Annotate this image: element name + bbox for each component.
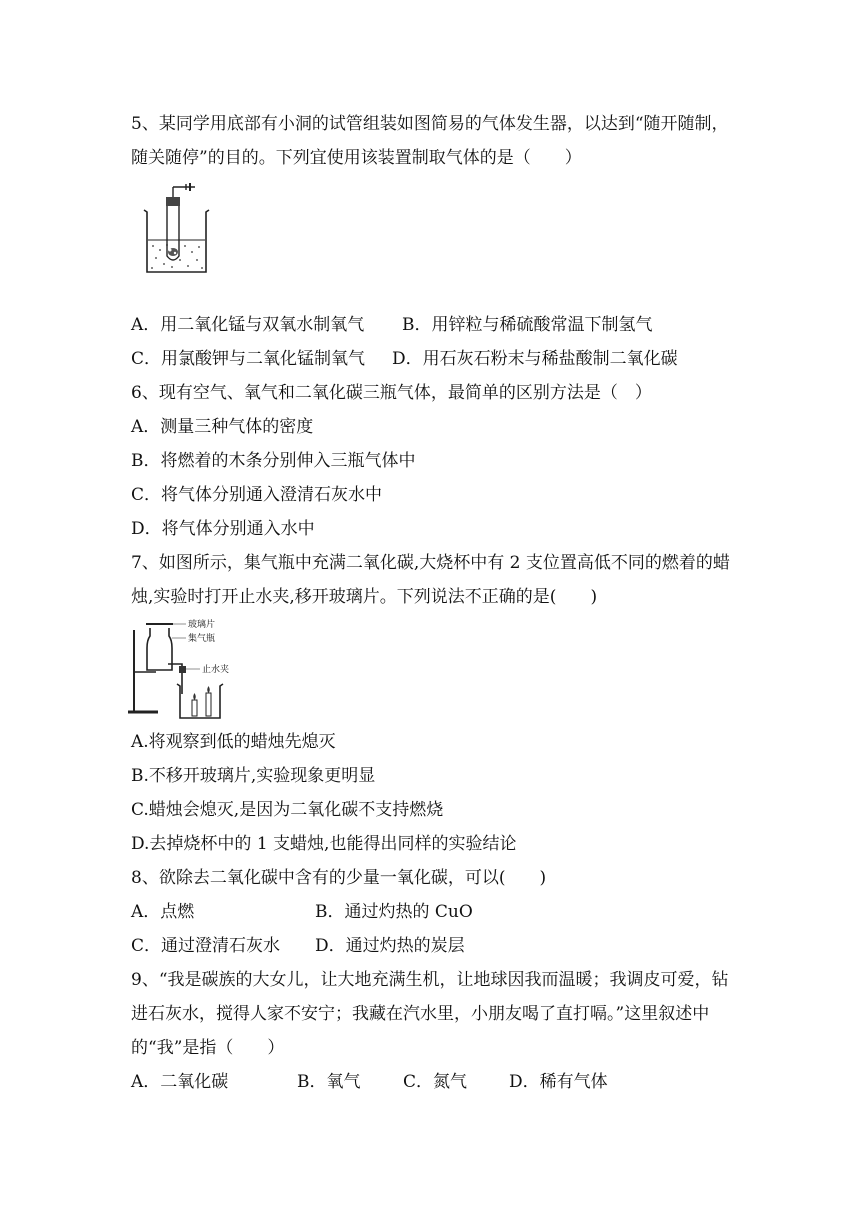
question-8-option-a: A．点燃	[131, 902, 195, 922]
question-6-option-a: A．测量三种气体的密度	[131, 417, 314, 437]
question-8-stem-line-1: 8、欲除去二氧化碳中含有的少量一氧化碳，可以( )	[131, 868, 547, 888]
gas-generator-figure	[140, 180, 218, 276]
question-5-option-b: B．用锌粒与稀硫酸常温下制氢气	[402, 315, 653, 335]
question-6-option-d: D．将气体分别通入水中	[131, 519, 315, 539]
question-5-option-d: D．用石灰石粉末与稀盐酸制二氧化碳	[392, 349, 678, 369]
question-9-option-b: B．氧气	[297, 1072, 361, 1092]
question-6-option-c: C．将气体分别通入澄清石灰水中	[131, 485, 383, 505]
question-9-stem-line-3: 的“我”是指（ ）	[131, 1038, 285, 1058]
co2-candle-figure	[128, 614, 246, 722]
question-9-stem-line-1: 9、“我是碳族的大女儿，让大地充满生机，让地球因我而温暖；我调皮可爱，钻	[131, 970, 729, 990]
question-8-option-c: C．通过澄清石灰水	[131, 936, 281, 956]
question-7-stem-line-1: 7、如图所示，集气瓶中充满二氧化碳,大烧杯中有 2 支位置高低不同的燃着的蜡	[131, 553, 730, 573]
question-6-stem-line-1: 6、现有空气、氧气和二氧化碳三瓶气体，最简单的区别方法是（ ）	[131, 383, 652, 403]
question-7-option-c: C.蜡烛会熄灭,是因为二氧化碳不支持燃烧	[131, 800, 444, 820]
question-6-option-b: B．将燃着的木条分别伸入三瓶气体中	[131, 451, 416, 471]
question-8-option-b: B．通过灼热的 CuO	[315, 902, 473, 922]
question-5-option-a: A．用二氧化锰与双氧水制氧气	[131, 315, 365, 335]
question-5-stem-line-1: 5、某同学用底部有小洞的试管组装如图简易的气体发生器，以达到“随开随制，	[131, 114, 729, 134]
question-8-option-d: D．通过灼热的炭层	[315, 936, 465, 956]
label-glass-slide: 玻璃片	[188, 620, 216, 630]
label-gas-bottle: 集气瓶	[188, 634, 216, 644]
question-7-option-a: A.将观察到低的蜡烛先熄灭	[131, 732, 336, 752]
question-9-option-a: A．二氧化碳	[131, 1072, 229, 1092]
question-7-option-b: B.不移开玻璃片,实验现象更明显	[131, 766, 376, 786]
question-9-stem-line-2: 进石灰水，搅得人家不安宁；我藏在汽水里，小朋友喝了直打嗝。”这里叙述中	[131, 1004, 710, 1024]
question-5-stem-line-2: 随关随停”的目的。下列宜使用该装置制取气体的是（ ）	[131, 148, 582, 168]
question-9-option-d: D．稀有气体	[509, 1072, 608, 1092]
question-7-stem-line-2: 烛,实验时打开止水夹,移开玻璃片。下列说法不正确的是( )	[131, 587, 598, 607]
question-9-option-c: C．氮气	[403, 1072, 468, 1092]
question-5-option-c: C．用氯酸钾与二氧化锰制氧气	[131, 349, 366, 369]
label-water-clamp: 止水夹	[202, 665, 230, 675]
question-7-option-d: D.去掉烧杯中的 1 支蜡烛,也能得出同样的实验结论	[131, 834, 517, 854]
